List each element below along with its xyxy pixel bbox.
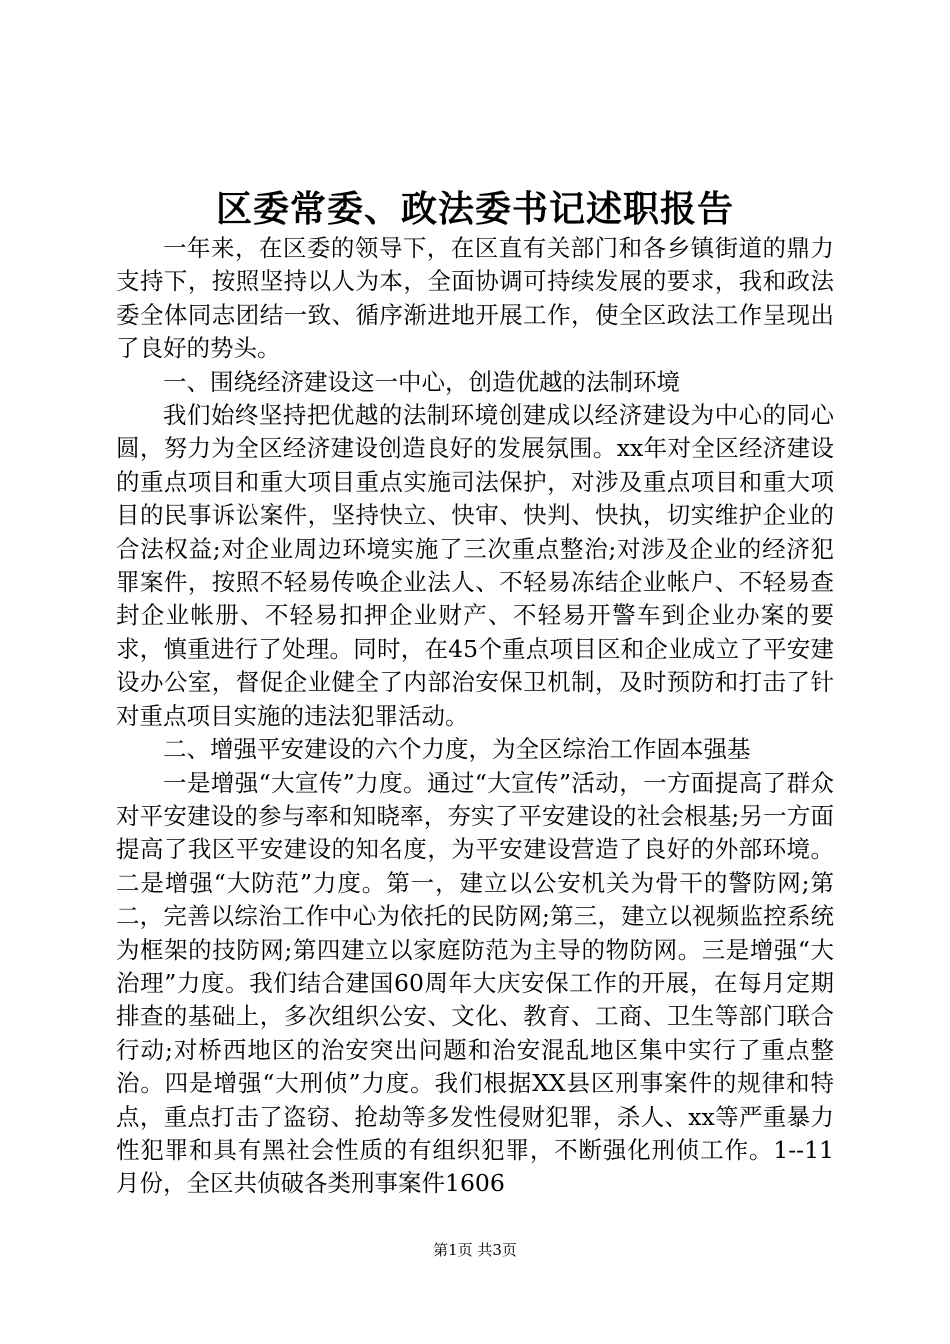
document-page	[116, 0, 834, 1344]
section-heading-2: 二、增强平安建设的六个力度，为全区综治工作固本强基	[163, 735, 751, 764]
document-body	[116, 232, 834, 1201]
paragraph-section-2: 一是增强“大宣传”力度。通过“大宣传”活动，一方面提高了群众对平安建设的参与率和知晓率，夯实了平安建设的社会根基;另一方面提高了我区平安建设的知名度，为平安建设营造了良好的外部环境。二是增强“大防范”力度。第一，建立以公安机关为骨干的警防网;第二，完善以综治工作中心为依托的民防网;第三，建立以视频监控系统为框架的技防网;第四建立以家庭防范为主导的物防网。三是增强“大治理”力度。我们结合建国60周年大庆安保工作的开展，在每月定期排查的基础上，多次组织公安、文化、教育、工商、卫生等部门联合行动;对桥西地区的治安突出问题和治安混乱地区集中实行了重点整治。四是增强“大刑侦”力度。我们根据XX县区刑事案件的规律和特点，重点打击了盗窃、抢劫等多发性侵财犯罪，杀人、xx等严重暴力性犯罪和具有黑社会性质的有组织犯罪，不断强化刑侦工作。1--11月份，全区共侦破各类刑事案件1606	[116, 768, 834, 1198]
page-number-footer: 第1页 共3页	[433, 1241, 517, 1259]
paragraph-intro: 一年来，在区委的领导下，在区直有关部门和各乡镇街道的鼎力支持下，按照坚持以人为本，全面协调可持续发展的要求，我和政法委全体同志团结一致、循序渐进地开展工作，使全区政法工作呈现出了良好的势头。	[116, 234, 834, 363]
section-heading-1: 一、围绕经济建设这一中心，创造优越的法制环境	[163, 367, 680, 396]
page-title: 区委常委、政法委书记述职报告	[215, 188, 734, 230]
paragraph-section-1: 我们始终坚持把优越的法制环境创建成以经济建设为中心的同心圆，努力为全区经济建设创造良好的发展氛围。xx年对全区经济建设的重点项目和重大项目重点实施司法保护，对涉及重点项目和重大项目的民事诉讼案件，坚持快立、快审、快判、快执，切实维护企业的合法权益;对企业周边环境实施了三次重点整治;对涉及企业的经济犯罪案件，按照不轻易传唤企业法人、不轻易冻结企业帐户、不轻易查封企业帐册、不轻易扣押企业财产、不轻易开警车到企业办案的要求，慎重进行了处理。同时，在45个重点项目区和企业成立了平安建设办公室，督促企业健全了内部治安保卫机制，及时预防和打击了针对重点项目实施的违法犯罪活动。	[116, 401, 834, 730]
